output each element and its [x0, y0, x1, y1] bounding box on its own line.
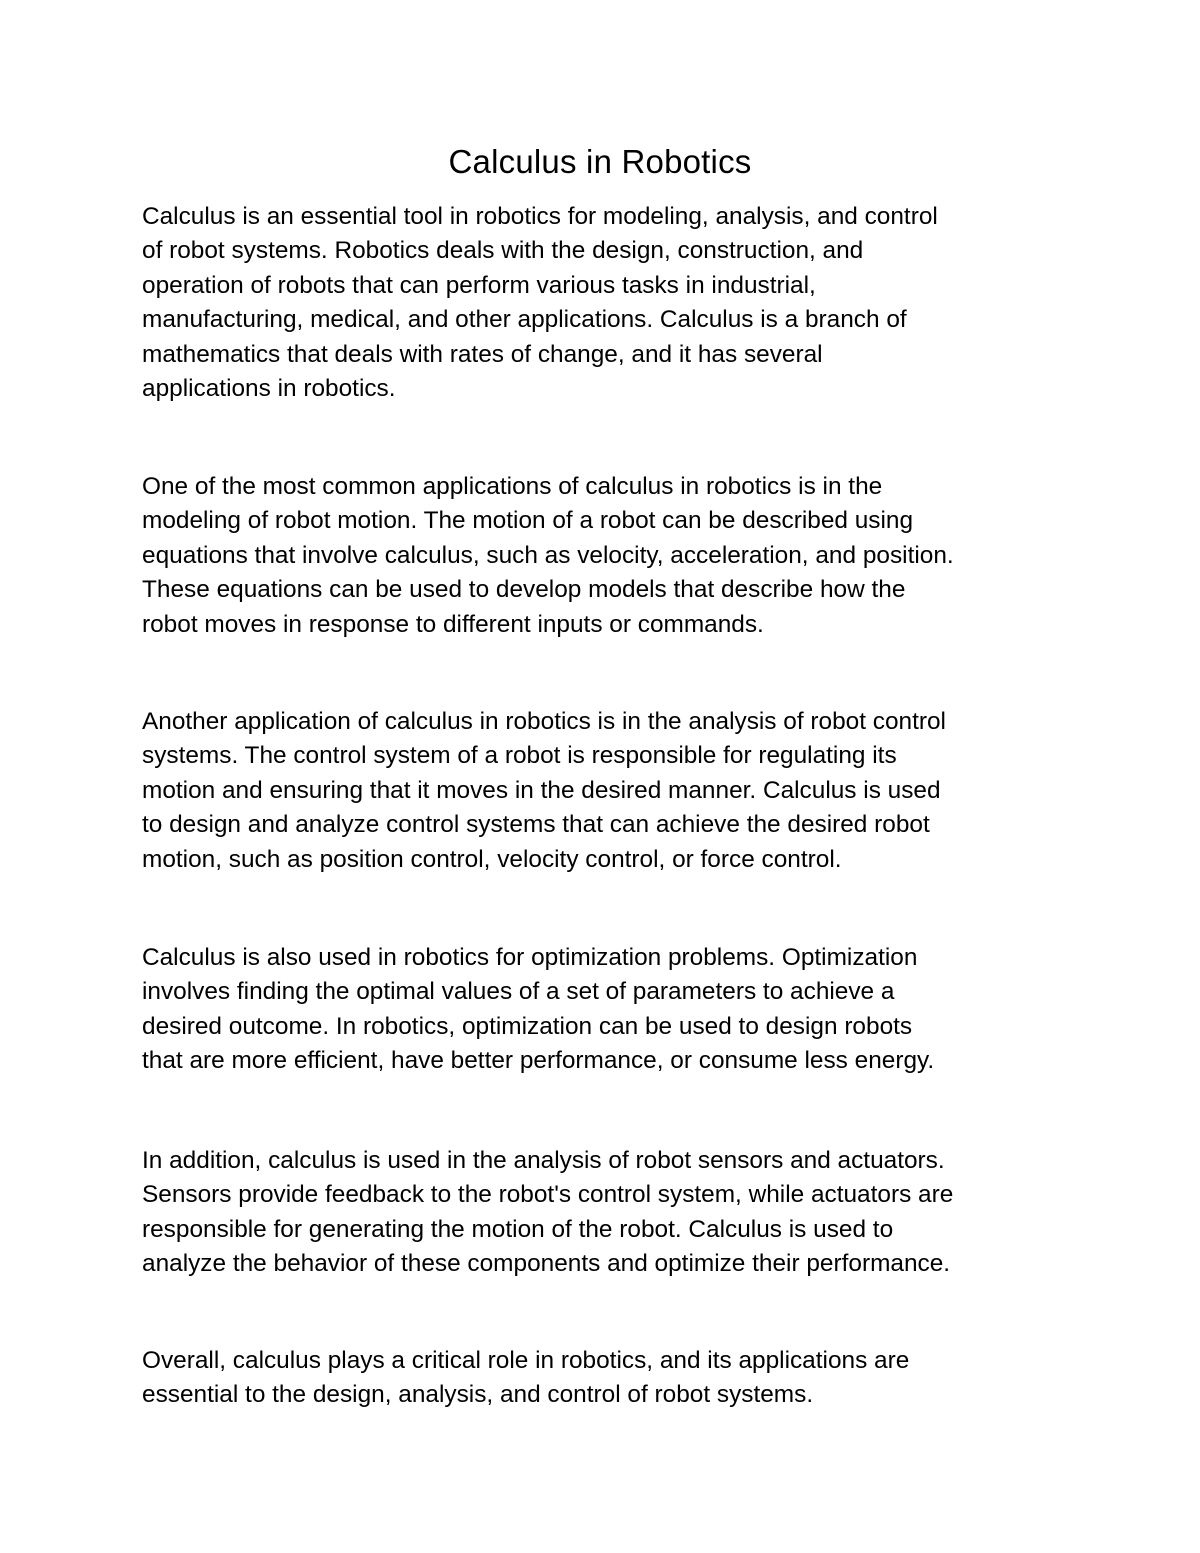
paragraph-optimization [142, 941, 1082, 1079]
paragraph-line: motion, such as position control, velocity control, or force control. [142, 845, 842, 873]
paragraph-sensors-actuators [142, 1144, 1082, 1282]
paragraph-control-systems [142, 705, 1082, 877]
paragraph-line: motion and ensuring that it moves in the desired manner. Calculus is used [142, 776, 941, 804]
paragraph-line: modeling of robot motion. The motion of a robot can be described using [142, 507, 914, 535]
paragraph-line: systems. The control system of a robot is responsible for regulating its [142, 742, 897, 770]
paragraph-intro [142, 200, 1082, 406]
paragraph-line: analyze the behavior of these components and optimize their performance. [142, 1250, 951, 1278]
paragraph-line: Another application of calculus in robotics is in the analysis of robot control [142, 708, 946, 735]
paragraph-line: to design and analyze control systems that can achieve the desired robot [142, 811, 930, 839]
paragraph-conclusion [142, 1344, 1082, 1413]
paragraph-line: Overall, calculus plays a critical role in robotics, and its applications are [142, 1347, 910, 1374]
paragraph-line: Calculus is also used in robotics for optimization problems. Optimization [142, 944, 918, 971]
paragraph-line: applications in robotics. [142, 375, 396, 403]
paragraph-line: essential to the design, analysis, and control of robot systems. [142, 1381, 814, 1409]
paragraph-line: Sensors provide feedback to the robot's control system, while actuators are [142, 1181, 954, 1209]
paragraph-line: robot moves in response to different inputs or commands. [142, 610, 764, 638]
paragraph-line: mathematics that deals with rates of change, and it has several [142, 340, 823, 368]
paragraph-line: In addition, calculus is used in the analysis of robot sensors and actuators. [142, 1147, 945, 1174]
page-title: Calculus in Robotics [448, 143, 752, 180]
paragraph-line: operation of robots that can perform various tasks in industrial, [142, 271, 816, 299]
paragraph-line: equations that involve calculus, such as velocity, acceleration, and position. [142, 541, 954, 569]
paragraph-line: desired outcome. In robotics, optimization can be used to design robots [142, 1012, 913, 1040]
paragraph-line: involves finding the optimal values of a set of parameters to achieve a [142, 978, 895, 1006]
paragraph-line: These equations can be used to develop models that describe how the [142, 576, 906, 604]
paragraph-motion-modeling [142, 470, 1082, 642]
paragraph-line: of robot systems. Robotics deals with the design, construction, and [142, 237, 864, 265]
paragraph-line: Calculus is an essential tool in robotics for modeling, analysis, and control [142, 203, 938, 230]
paragraph-line: that are more efficient, have better performance, or consume less energy. [142, 1047, 935, 1075]
paragraph-line: responsible for generating the motion of the robot. Calculus is used to [142, 1215, 894, 1243]
paragraph-line: One of the most common applications of calculus in robotics is in the [142, 473, 883, 500]
paragraph-line: manufacturing, medical, and other applications. Calculus is a branch of [142, 306, 907, 334]
